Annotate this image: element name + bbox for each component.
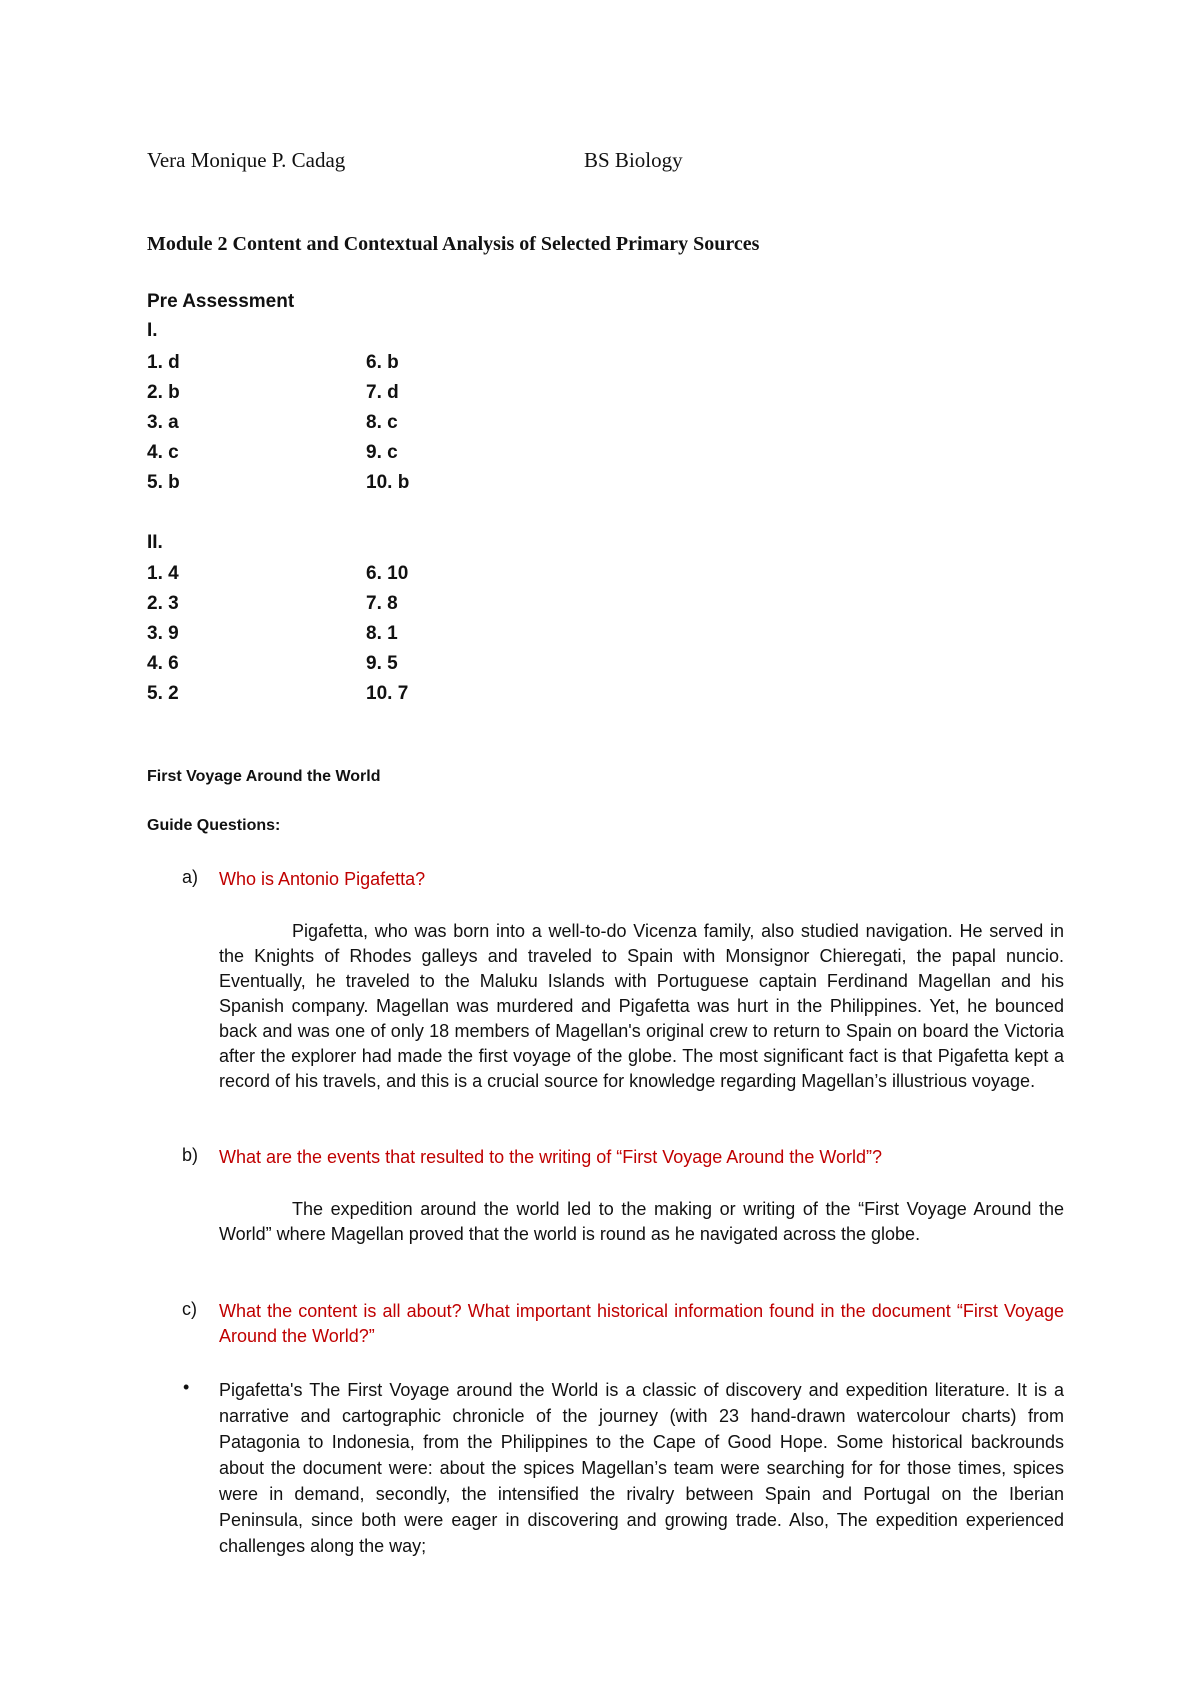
answer-item: 5. b: [147, 472, 180, 493]
answer-item: 4. 6: [147, 653, 179, 674]
part-one-left-answers: [147, 348, 180, 498]
answer-item: 3. 9: [147, 623, 179, 644]
answer-item: 7. d: [366, 382, 399, 403]
answer-item: 4. c: [147, 442, 179, 463]
answer-item: 7. 8: [366, 593, 398, 614]
question-c-text: What the content is all about? What important historical information found in the document “First Voyage Around the World?”: [219, 1301, 1064, 1346]
answer-item: 8. c: [366, 412, 398, 433]
answer-item: 9. 5: [366, 653, 398, 674]
part-two-left-answers: [147, 559, 179, 709]
answer-item: 3. a: [147, 412, 179, 433]
question-b-label: b): [182, 1145, 199, 1165]
question-a-text: Who is Antonio Pigafetta?: [219, 869, 426, 889]
answer-item: 10. 7: [366, 683, 409, 704]
question-c-label: c): [182, 1299, 197, 1319]
answer-item: 10. b: [366, 472, 410, 493]
module-title: Module 2 Content and Contextual Analysis of Selected Primary Sources: [147, 233, 760, 255]
part-two-label: II.: [147, 532, 163, 553]
answer-item: 2. b: [147, 382, 180, 403]
section-title: First Voyage Around the World: [147, 768, 381, 785]
question-a-label: a): [182, 867, 199, 887]
student-name: Vera Monique P. Cadag: [147, 148, 346, 172]
answer-item: 1. 4: [147, 563, 179, 584]
answer-item: 9. c: [366, 442, 398, 463]
answer-item: 6. b: [366, 352, 399, 373]
part-two-right-answers: [366, 559, 408, 709]
answer-b-paragraph: The expedition around the world led to the making or writing of the “First Voyage Around the World” where Magellan proved that the world is round as he navigated across the globe.: [219, 1199, 1064, 1244]
pre-assessment-title: Pre Assessment: [147, 291, 295, 312]
answer-item: 6. 10: [366, 563, 409, 584]
answer-item: 2. 3: [147, 593, 179, 614]
bullet-icon: •: [183, 1377, 190, 1397]
answer-item: 1. d: [147, 352, 180, 373]
answer-c-bullet: Pigafetta's The First Voyage around the World is a classic of discovery and expedition literature. It is a narrative and cartographic chronicle of the journey (with 23 hand-drawn watercolour charts) from Patagonia to Indonesia, from the Philippines to the Cape of Good Hope. Some historical backrounds about the document were: about the spices Magellan’s team were searching for for those times, spices were in demand, secondly, the intensified the rivalry between Spain and Portugal on the Iberian Peninsula, since both were eager in discovering and growing trade. Also, The expedition experienced challenges along the way;: [219, 1380, 1064, 1556]
answer-item: 5. 2: [147, 683, 179, 704]
guide-questions-label: Guide Questions:: [147, 817, 281, 834]
part-one-right-answers: [366, 348, 409, 498]
student-course: BS Biology: [584, 148, 683, 172]
question-b-text: What are the events that resulted to the writing of “First Voyage Around the World”?: [219, 1147, 883, 1167]
part-one-label: I.: [147, 320, 158, 341]
answer-item: 8. 1: [366, 623, 398, 644]
answer-a-paragraph: Pigafetta, who was born into a well-to-do Vicenza family, also studied navigation. He served in the Knights of Rhodes galleys and traveled to Spain with Monsignor Chieregati, the papal nuncio. Eventually, he traveled to the Maluku Islands with Portuguese captain Ferdinand Magellan and his Spanish company. Magellan was murdered and Pigafetta was hurt in the Philippines. Yet, he bounced back and was one of only 18 members of Magellan's original crew to return to Spain on board the Victoria after the explorer had made the first voyage of the globe. The most significant fact is that Pigafetta kept a record of his travels, and this is a crucial source for knowledge regarding Magellan’s illustrious voyage.: [219, 921, 1064, 1091]
